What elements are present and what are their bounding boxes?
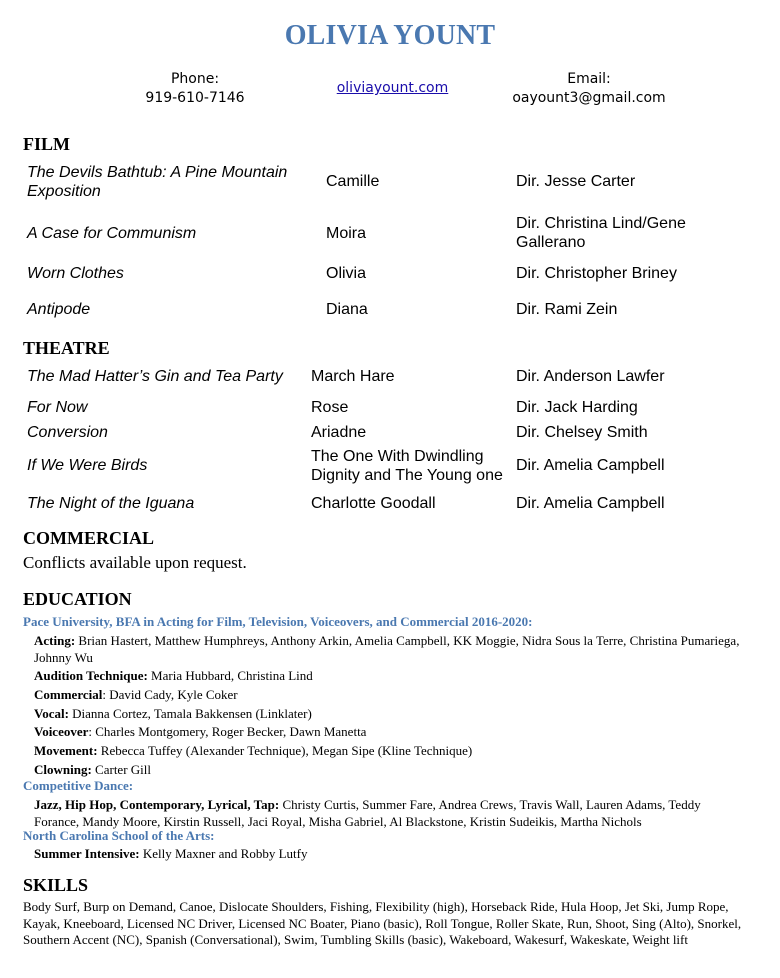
theatre-title: The Night of the Iguana: [27, 495, 195, 512]
film-title: Antipode: [27, 301, 91, 318]
edu-acting-text: Brian Hastert, Matthew Humphreys, Anthony Arkin, Amelia Campbell, KK Moggie, Nidra Sous la Terre, Christina Pumariega, Johnny Wu: [34, 633, 740, 665]
edu-commercial: [34, 686, 744, 703]
commercial-note: Conflicts available upon request.: [23, 553, 247, 572]
website-block: [320, 79, 465, 98]
edu-vocal-text: Dianna Cortez, Tamala Bakkensen (Linklater): [72, 706, 312, 721]
film-director: Dir. Christopher Briney: [516, 265, 677, 282]
film-director: Dir. Rami Zein: [516, 301, 618, 318]
theatre-director: Dir. Anderson Lawfer: [516, 368, 665, 385]
theatre-title: For Now: [27, 399, 88, 416]
theatre-director: Dir. Jack Harding: [516, 399, 638, 416]
theatre-director: Dir. Chelsey Smith: [516, 424, 648, 441]
phone-label: Phone:: [170, 71, 220, 87]
edu-commercial-label: Commercial: [34, 687, 103, 702]
film-role: Diana: [326, 301, 368, 318]
theatre-title: Conversion: [27, 424, 108, 441]
film-title: Worn Clothes: [27, 265, 124, 282]
edu-summer-intensive: [34, 845, 744, 862]
phone-number: 919-610-7146: [145, 90, 245, 106]
edu-acting: [34, 632, 744, 666]
education-heading: EDUCATION: [23, 589, 132, 609]
email-block: [498, 70, 680, 108]
edu-audition-label: Audition Technique:: [34, 668, 148, 683]
pace-university-title: Pace University, BFA in Acting for Film, Television, Voiceovers, and Commercial 2016-2020:: [23, 614, 533, 629]
theatre-role: Ariadne: [311, 424, 367, 441]
edu-clowning-label: Clowning:: [34, 762, 92, 777]
film-role: Moira: [326, 225, 367, 242]
film-role: Olivia: [326, 265, 367, 282]
edu-movement: [34, 742, 744, 759]
theatre-role: The One With Dwindling Dignity and The Young one: [311, 448, 503, 484]
email-label: Email:: [567, 71, 611, 87]
website-link[interactable]: oliviayount.com: [336, 80, 449, 96]
film-role: Camille: [326, 173, 380, 190]
edu-summer-label: Summer Intensive:: [34, 846, 140, 861]
edu-acting-label: Acting:: [34, 633, 76, 648]
edu-movement-text: Rebecca Tuffey (Alexander Technique), Megan Sipe (Kline Technique): [100, 743, 473, 758]
film-director: Dir. Jesse Carter: [516, 173, 636, 190]
film-director: Dir. Christina Lind/Gene Gallerano: [516, 215, 686, 251]
edu-voiceover-label: Voiceover: [34, 724, 89, 739]
film-title: The Devils Bathtub: A Pine Mountain Exposition: [27, 164, 288, 200]
edu-dance: [34, 796, 744, 830]
phone-block: [120, 70, 270, 108]
film-heading: FILM: [23, 134, 70, 154]
edu-audition: [34, 667, 744, 684]
edu-vocal-label: Vocal:: [34, 706, 69, 721]
edu-dance-label: Jazz, Hip Hop, Contemporary, Lyrical, Tap:: [34, 797, 280, 812]
edu-clowning: [34, 761, 744, 778]
theatre-title: The Mad Hatter’s Gin and Tea Party: [27, 368, 283, 385]
ncsa-title: North Carolina School of the Arts:: [23, 828, 215, 843]
edu-clowning-text: Carter Gill: [95, 762, 152, 777]
theatre-role: Charlotte Goodall: [311, 495, 436, 512]
email-address: oayount3@gmail.com: [512, 90, 666, 106]
theatre-heading: THEATRE: [23, 338, 110, 358]
edu-commercial-text: : David Cady, Kyle Coker: [102, 687, 238, 702]
commercial-heading: COMMERCIAL: [23, 528, 154, 548]
skills-heading: SKILLS: [23, 875, 89, 895]
edu-voiceover: [34, 723, 744, 740]
theatre-title: If We Were Birds: [27, 457, 148, 474]
edu-summer-text: Kelly Maxner and Robby Lutfy: [142, 846, 308, 861]
theatre-director: Dir. Amelia Campbell: [516, 457, 665, 474]
edu-movement-label: Movement:: [34, 743, 98, 758]
edu-vocal: [34, 705, 744, 722]
competitive-dance-title: Competitive Dance:: [23, 778, 134, 793]
theatre-role: Rose: [311, 399, 349, 416]
theatre-role: March Hare: [311, 368, 395, 385]
theatre-director: Dir. Amelia Campbell: [516, 495, 665, 512]
film-title: A Case for Communism: [27, 225, 197, 242]
edu-voiceover-text: : Charles Montgomery, Roger Becker, Dawn Manetta: [88, 724, 367, 739]
skills-text: Body Surf, Burp on Demand, Canoe, Dislocate Shoulders, Fishing, Flexibility (high), Horseback Ride, Hula Hoop, Jet Ski, Jump Rope, Kayak, Kneeboard, Licensed NC Driver, Licensed NC Boater, Piano (basic), Roll Tongue, Roller Skate, Run, Shoot, Sing (Alto), Snorkel, Southern Accent (NC), Spanish (Conversational), Swim, Tumbling Skills (basic), Wakeboard, Wakesurf, Wakeskate, Weight lift: [23, 899, 742, 947]
resume-name: OLIVIA YOUNT: [284, 20, 496, 51]
edu-dance-text: Christy Curtis, Summer Fare, Andrea Crews, Travis Wall, Lauren Adams, Teddy Forance, Mandy Moore, Kirstin Russell, Jaci Royal, Misha Gabriel, Al Blackstone, Kristin Sudeikis, Martha Nichols: [34, 797, 701, 829]
edu-audition-text: Maria Hubbard, Christina Lind: [151, 668, 313, 683]
